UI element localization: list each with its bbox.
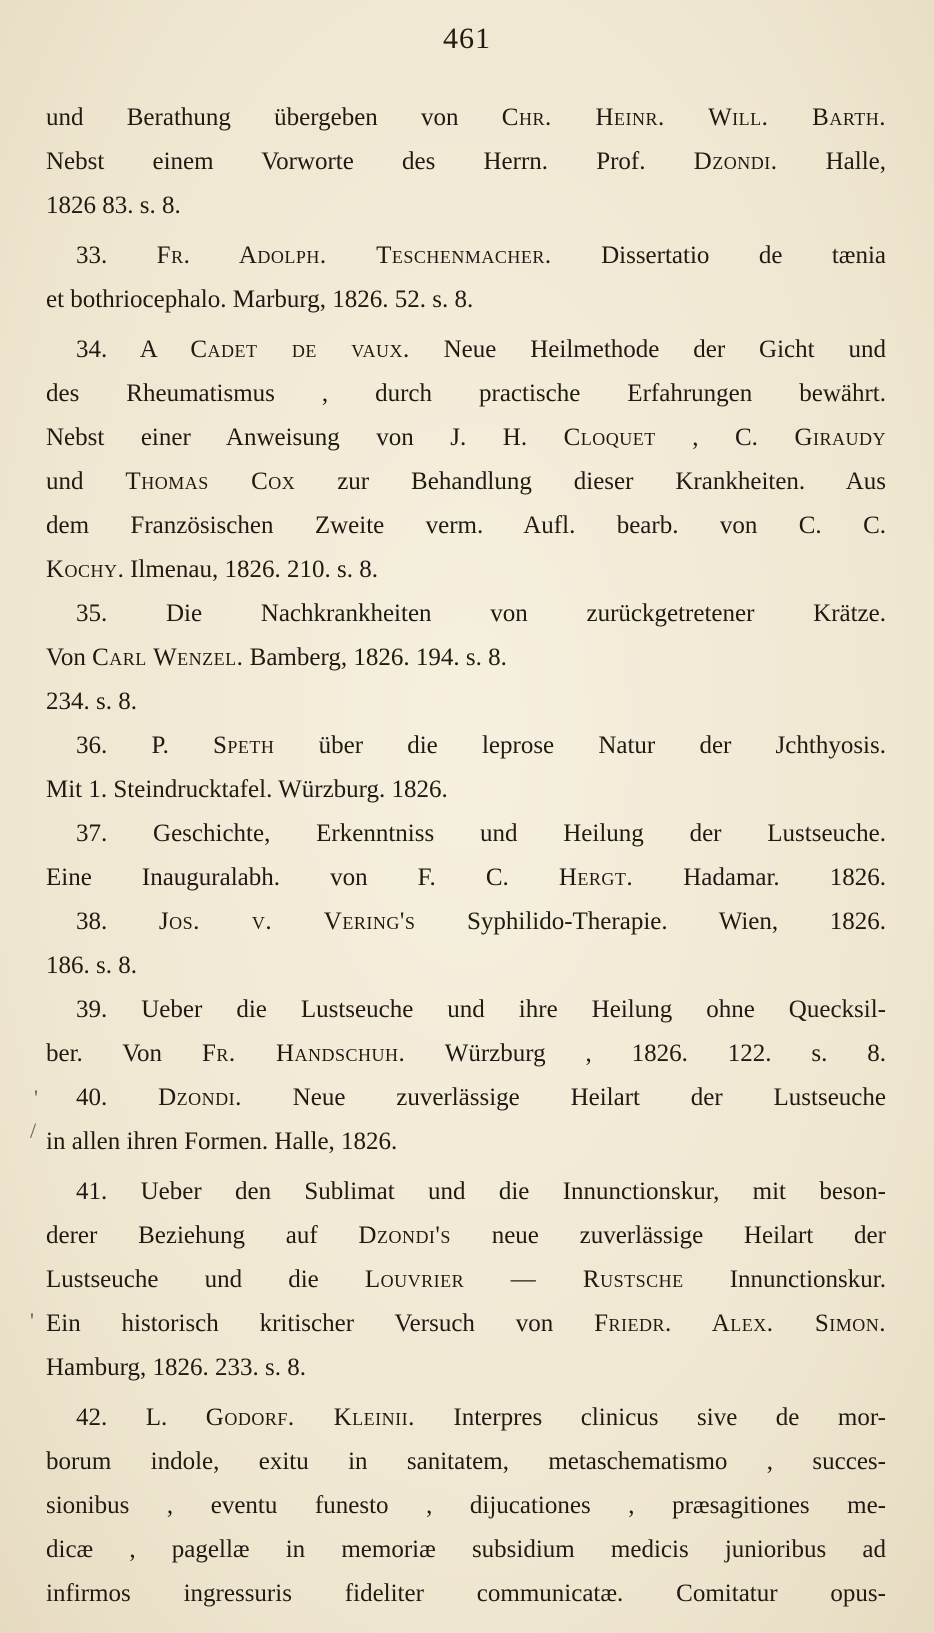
text-run: 35. Die Nachkrankheiten von zurückgetretener Krätze.	[76, 600, 886, 627]
text-line	[46, 504, 886, 548]
text-run: Hadamar. 1826.	[633, 864, 886, 891]
text-run: 34. A	[76, 336, 191, 363]
text-line	[46, 234, 886, 278]
text-run: Lustseuche und die	[46, 1266, 365, 1293]
text-run: 38.	[76, 908, 159, 935]
text-line	[46, 1396, 886, 1440]
text-run: Eine Inauguralabh. von F. C.	[46, 864, 559, 891]
text-line	[46, 1032, 886, 1076]
text-run: zur Behandlung dieser Krankheiten. Aus	[295, 468, 887, 495]
text-run: Ein historisch kritischer Versuch von	[46, 1310, 595, 1337]
text-run: , C.	[655, 424, 795, 451]
author-name: Fr. Handschuh.	[201, 1040, 406, 1067]
text-line	[46, 184, 886, 228]
text-line	[46, 1484, 886, 1528]
text-run: 33.	[76, 242, 157, 269]
author-name: Fr. Adolph. Teschenmacher.	[156, 242, 552, 269]
text-line	[46, 1258, 886, 1302]
author-name: Thomas Cox	[125, 468, 296, 495]
author-name: Kochy	[46, 556, 118, 583]
author-name: Dzondi's	[358, 1222, 451, 1249]
text-run: 234. s. 8.	[46, 688, 137, 715]
text-run: 37. Geschichte, Erkenntniss und Heilung der Lustseuche.	[76, 820, 886, 847]
author-name: Dzondi.	[693, 148, 778, 175]
text-line	[46, 1572, 886, 1616]
body-text	[46, 96, 886, 1616]
text-run: 41. Ueber den Sublimat und die Innunctionskur, mit beson-	[76, 1178, 886, 1205]
author-name: Cadet de vaux.	[190, 336, 410, 363]
text-run: 1826 83. s. 8.	[46, 192, 181, 219]
text-line	[46, 460, 886, 504]
text-line	[46, 724, 886, 768]
text-run: derer Beziehung auf	[46, 1222, 359, 1249]
text-run: 40.	[76, 1084, 159, 1111]
text-line	[46, 140, 886, 184]
text-run: Dissertatio de tænia	[551, 242, 887, 269]
text-run: Hamburg, 1826. 233. s. 8.	[46, 1354, 306, 1381]
text-run: borum indole, exitu in sanitatem, metaschematismo , succes-	[46, 1448, 886, 1475]
author-name: Dzondi.	[158, 1084, 242, 1111]
text-line	[46, 768, 886, 812]
text-line	[46, 636, 886, 680]
text-run: sionibus , eventu funesto , dijucationes , præsagitiones me-	[46, 1492, 886, 1519]
text-run: Nebst einer Anweisung von J. H.	[46, 424, 564, 451]
text-run: 186. s. 8.	[46, 952, 137, 979]
text-run: infirmos ingressuris fideliter communicatæ. Comitatur opus-	[46, 1580, 886, 1607]
author-name: Louvrier — Rustsche	[364, 1266, 684, 1293]
text-line	[46, 1440, 886, 1484]
text-run: neue zuverlässige Heilart der	[450, 1222, 886, 1249]
text-run: in allen ihren Formen. Halle, 1826.	[46, 1128, 398, 1155]
text-run: Bamberg, 1826. 194. s. 8.	[243, 644, 507, 671]
text-run: Interpres clinicus sive de mor-	[414, 1404, 886, 1431]
text-run: Von	[46, 644, 93, 671]
page-number: 461	[443, 22, 491, 55]
text-line	[46, 416, 886, 460]
text-line	[46, 548, 886, 592]
text-run: 36. P.	[76, 732, 214, 759]
text-run: und	[46, 468, 126, 495]
text-line	[46, 278, 886, 322]
author-name: Hergt.	[558, 864, 634, 891]
text-line	[46, 1076, 886, 1120]
text-run: 39. Ueber die Lustseuche und ihre Heilung ohne Quecksil-	[76, 996, 886, 1023]
text-run: . Ilmenau, 1826. 210. s. 8.	[117, 556, 378, 583]
text-line	[46, 1120, 886, 1164]
text-run: Mit 1. Steindrucktafel. Würzburg. 1826.	[46, 776, 448, 803]
text-line	[46, 96, 886, 140]
text-line	[46, 812, 886, 856]
text-line	[46, 592, 886, 636]
text-line	[46, 988, 886, 1032]
text-run: 42. L.	[76, 1404, 206, 1431]
text-run: Würzburg , 1826. 122. s. 8.	[405, 1040, 886, 1067]
text-line	[46, 900, 886, 944]
text-line	[46, 856, 886, 900]
text-line	[46, 1346, 886, 1390]
text-run: Halle,	[777, 148, 886, 175]
margin-mark: '	[34, 1085, 38, 1110]
text-line	[46, 680, 886, 724]
author-name: Carl Wenzel.	[92, 644, 244, 671]
author-name: Giraudy	[794, 424, 886, 451]
text-run: Syphilido-Therapie. Wien, 1826.	[415, 908, 886, 935]
text-line	[46, 328, 886, 372]
text-run: und Berathung übergeben von	[46, 104, 502, 131]
text-run: Nebst einem Vorworte des Herrn. Prof.	[46, 148, 694, 175]
text-run: dicæ , pagellæ in memoriæ subsidium medicis junioribus ad	[46, 1536, 886, 1563]
text-run: Innunctionskur.	[683, 1266, 886, 1293]
text-line	[46, 944, 886, 988]
author-name: Jos. v. Vering's	[158, 908, 416, 935]
text-line	[46, 372, 886, 416]
text-run: über die leprose Natur der Jchthyosis.	[274, 732, 886, 759]
author-name: Friedr. Alex. Simon.	[594, 1310, 887, 1337]
text-run: Neue zuverlässige Heilart der Lustseuche	[241, 1084, 886, 1111]
author-name: Cloquet	[563, 424, 656, 451]
author-name: Speth	[213, 732, 275, 759]
author-name: Chr. Heinr. Will. Barth.	[501, 104, 886, 131]
text-run: dem Französischen Zweite verm. Aufl. bearb. von C. C.	[46, 512, 886, 539]
text-run: Neue Heilmethode der Gicht und	[409, 336, 886, 363]
text-run: et bothriocephalo. Marburg, 1826. 52. s. 8.	[46, 286, 474, 313]
text-run: ber. Von	[46, 1040, 202, 1067]
author-name: Godorf. Kleinii.	[205, 1404, 415, 1431]
text-line	[46, 1302, 886, 1346]
text-line	[46, 1214, 886, 1258]
text-line	[46, 1170, 886, 1214]
text-line	[46, 1528, 886, 1572]
margin-mark: '	[30, 1308, 34, 1333]
text-run: des Rheumatismus , durch practische Erfahrungen bewährt.	[46, 380, 886, 407]
margin-mark: /	[30, 1118, 37, 1143]
